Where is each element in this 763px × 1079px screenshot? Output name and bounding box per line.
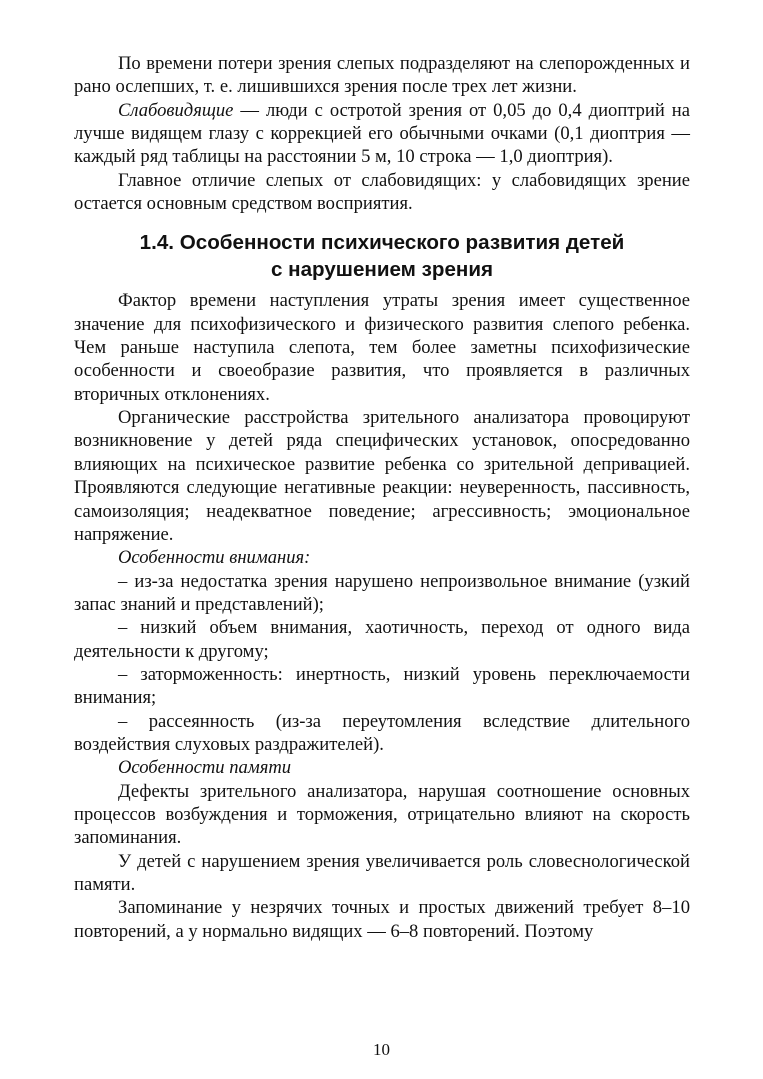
paragraph: Дефекты зрительного анализатора, нарушая соотношение основных процессов возбуждения и торможения, отрицательно влияют на скорость запоминания. (74, 780, 690, 849)
page-body (74, 52, 690, 943)
paragraph: У детей с нарушением зрения увеличивается роль словеснологической памяти. (74, 850, 690, 895)
subsection-title: Особенности памяти (118, 757, 292, 779)
list-item: – низкий объем внимания, хаотичность, переход от одного вида деятельности к другому; (74, 617, 690, 662)
section-heading-line: 1.4. Особенности психического развития детей (139, 231, 625, 255)
section-heading (74, 229, 690, 283)
list-item: – из-за недостатка зрения нарушено непроизвольное внимание (узкий запас знаний и представлений); (74, 570, 690, 615)
paragraph: По времени потери зрения слепых подразделяют на слепорожденных и рано ослепших, т. е. лишившихся зрения после трех лет жизни. (74, 53, 690, 98)
list-item: – заторможенность: инертность, низкий уровень переключаемости внимания; (74, 663, 690, 709)
section-heading-line: с нарушением зрения (270, 258, 494, 282)
term-italic: Слабовидящие (118, 99, 234, 121)
paragraph: Фактор времени наступления утраты зрения имеет существенное значение для психофизического и физического развития слепого ребенка. Чем раньше наступила слепота, тем более заметны психофизические особенности и своеобразие развития, что проявляется в различных вторичных отклонениях. (74, 290, 690, 405)
subsection-title: Особенности внимания: (118, 547, 311, 569)
paragraph: Запоминание у незрячих точных и простых движений требует 8–10 повторений, а у нормально видящих — 6–8 повторений. Поэтому (74, 897, 690, 942)
paragraph (74, 99, 690, 169)
page-number: 10 (373, 1040, 390, 1059)
paragraph: Органические расстройства зрительного анализатора провоцируют возникновение у детей ряда специфических установок, опосредованно влияющих на психическое развитие ребенка со зрительной депривацией. Проявляются следующие негативные реакции: неуверенность, пассивность, самоизоляция; неадекватное поведение; агрессивность; эмоциональное напряжение. (74, 407, 690, 545)
paragraph: Главное отличие слепых от слабовидящих: у слабовидящих зрение остается основным средством восприятия. (74, 169, 690, 215)
paragraph-text: — люди с остротой зрения от 0,05 до 0,4 диоптрий на лучше видящем глазу с коррекцией его обычными очками (0,1 диоптрия — каждый ряд таблицы на расстоянии 5 м, 10 строка — 1,0 диоптрия). (74, 99, 690, 168)
list-item: – рассеянность (из-за переутомления вследствие длительного воздействия слуховых раздражителей). (74, 710, 690, 755)
